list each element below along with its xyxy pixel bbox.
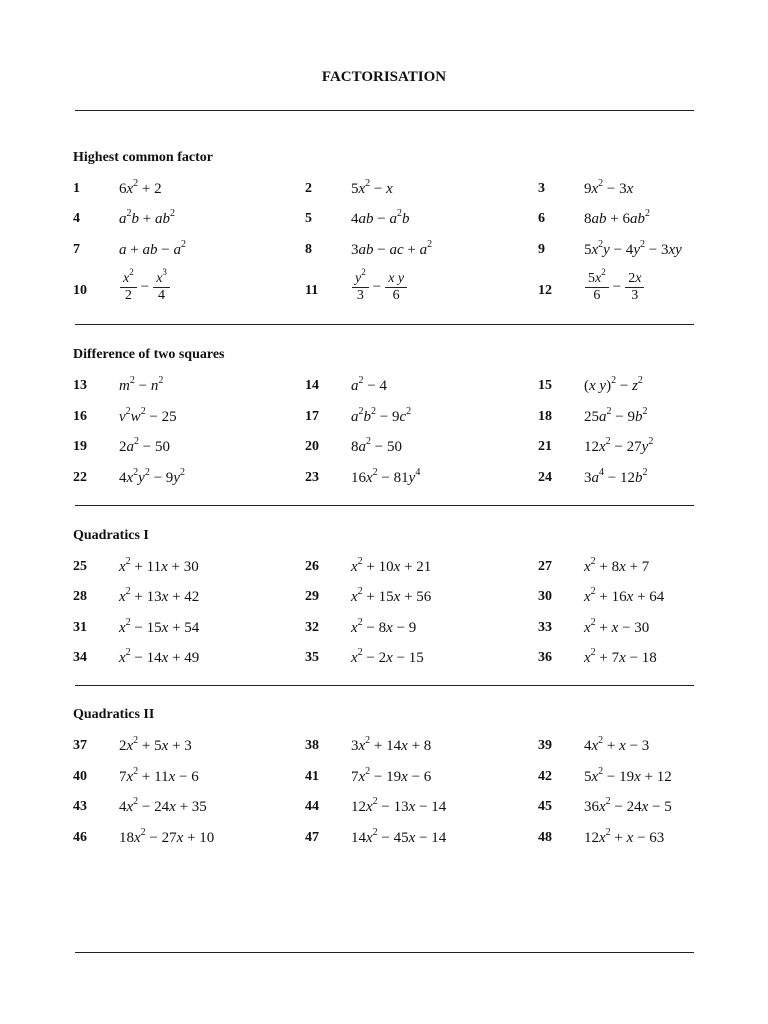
problem-row [73, 468, 693, 498]
divider-line [75, 505, 694, 506]
problem-number: 45 [538, 799, 552, 814]
problem-number: 36 [538, 650, 552, 665]
problem-expression: $4x^2 - 24x + 35$ [119, 796, 207, 815]
problem-expression: $4x^2y^2 - 9y^2$ [119, 467, 185, 486]
problem-number: 37 [73, 738, 87, 753]
problem-expression: $x^2 + 8x + 7$ [584, 556, 650, 575]
problem-number: 21 [538, 439, 552, 454]
problem-expression: $x^2 + 15x + 56$ [351, 586, 432, 605]
problem-number: 3 [538, 181, 545, 196]
problem-row [73, 587, 693, 617]
divider-line [75, 324, 694, 325]
problem-expression: $x^2 + 11x + 30$ [119, 556, 199, 575]
problem-number: 11 [305, 283, 319, 298]
problem-number: 26 [305, 559, 319, 574]
problem-expression: $a^2 - 4$ [351, 375, 387, 394]
problem-expression: $x^2 - 8x - 9$ [351, 617, 417, 636]
problem-number: 12 [538, 283, 552, 298]
problem-expression: $m^2 - n^2$ [119, 375, 164, 394]
problem-number: 6 [538, 211, 545, 226]
problem-number: 44 [305, 799, 319, 814]
problem-number: 32 [305, 620, 319, 635]
problem-expression: $a^2b^2 - 9c^2$ [351, 406, 412, 425]
problem-number: 42 [538, 769, 552, 784]
problem-number: 47 [305, 830, 319, 845]
problem-number: 31 [73, 620, 87, 635]
problem-number: 4 [73, 211, 80, 226]
problem-number: 18 [538, 409, 552, 424]
problem-number: 27 [538, 559, 552, 574]
divider-line [75, 110, 694, 111]
problem-expression: $12x^2 - 27y^2$ [584, 436, 654, 455]
problem-expression: $12x^2 + x - 63$ [584, 827, 665, 846]
problem-number: 41 [305, 769, 319, 784]
problem-number: 17 [305, 409, 319, 424]
problem-expression: $6x^2 + 2$ [119, 178, 162, 197]
problem-expression: $5x^2y - 4y^2 - 3xy$ [584, 239, 682, 258]
problem-number: 46 [73, 830, 87, 845]
problem-number: 8 [305, 242, 312, 257]
problem-number: 34 [73, 650, 87, 665]
problem-number: 1 [73, 181, 80, 196]
page-title: FACTORISATION [321, 69, 447, 85]
problem-number: 16 [73, 409, 87, 424]
problem-expression: $x^2 - 15x + 54$ [119, 617, 200, 636]
problem-number: 22 [73, 470, 87, 485]
problem-row [73, 828, 693, 858]
problem-expression: $\frac{x^2}{2}$ − $\frac{x^3}{4}$ [119, 271, 171, 304]
problem-row [73, 179, 693, 209]
problem-expression: $\frac{5x^2}{6}$ − $\frac{2x}{3}$ [584, 271, 645, 304]
problem-number: 29 [305, 589, 319, 604]
problem-expression: $x^2 + 13x + 42$ [119, 586, 200, 605]
problem-row [73, 407, 693, 437]
divider-line [75, 952, 694, 953]
problem-number: 28 [73, 589, 87, 604]
section-title-difference-of-squares: Difference of two squares [73, 347, 225, 362]
problem-row [73, 648, 693, 678]
problem-expression: $x^2 - 2x - 15$ [351, 647, 424, 666]
problem-row [73, 240, 693, 270]
problem-number: 5 [305, 211, 312, 226]
problem-expression: $3a^4 - 12b^2$ [584, 467, 648, 486]
problem-expression: $\frac{y^2}{3}$ − $\frac{\text{x y}}{6}$ [351, 271, 408, 304]
section-title-quadratics-1: Quadratics I [73, 528, 149, 543]
section-title-hcf: Highest common factor [73, 150, 213, 165]
problem-expression: $x^2 - 14x + 49$ [119, 647, 200, 666]
section-title-quadratics-2: Quadratics II [73, 707, 155, 722]
problem-expression: $7x^2 + 11x - 6$ [119, 766, 199, 785]
problem-expression: $25a^2 - 9b^2$ [584, 406, 648, 425]
problem-expression: $36x^2 - 24x - 5$ [584, 796, 672, 815]
problem-expression: $x^2 + 7x - 18$ [584, 647, 657, 666]
problem-expression: $8a^2 - 50$ [351, 436, 402, 455]
problem-expression: $4x^2 + x - 3$ [584, 735, 650, 754]
problem-number: 23 [305, 470, 319, 485]
problem-expression: $7x^2 - 19x - 6$ [351, 766, 432, 785]
problem-number: 9 [538, 242, 545, 257]
problem-number: 20 [305, 439, 319, 454]
problem-expression: $2x^2 + 5x + 3$ [119, 735, 192, 754]
problem-expression: $2a^2 - 50$ [119, 436, 170, 455]
problem-number: 2 [305, 181, 312, 196]
problem-expression: $x^2 + x - 30$ [584, 617, 650, 636]
divider-line [75, 685, 694, 686]
problem-number: 39 [538, 738, 552, 753]
problem-expression: $5x^2 - x$ [351, 178, 393, 197]
problem-row [73, 736, 693, 766]
problem-expression: $16x^2 - 81y^4$ [351, 467, 421, 486]
problem-row [73, 209, 693, 239]
problem-number: 14 [305, 378, 319, 393]
problem-row [73, 557, 693, 587]
problem-number: 7 [73, 242, 80, 257]
problem-number: 10 [73, 283, 87, 298]
problem-row [73, 797, 693, 827]
problem-expression: (x $y)^2 - z^2$ [584, 375, 643, 394]
problem-expression: a + ab − $a^2$ [119, 239, 186, 258]
problem-number: 33 [538, 620, 552, 635]
problem-expression: $18x^2 - 27x + 10$ [119, 827, 215, 846]
problem-expression: $a^2b + ab^2$ [119, 208, 175, 227]
problem-number: 30 [538, 589, 552, 604]
problem-expression: $x^2 + 16x + 64$ [584, 586, 665, 605]
problem-number: 43 [73, 799, 87, 814]
problem-row [73, 618, 693, 648]
problem-row [73, 267, 693, 311]
problem-number: 38 [305, 738, 319, 753]
problem-expression: $5x^2 - 19x + 12$ [584, 766, 672, 785]
problem-expression: $8ab + 6ab^2$ [584, 208, 650, 227]
problem-number: 35 [305, 650, 319, 665]
problem-number: 25 [73, 559, 87, 574]
problem-number: 19 [73, 439, 87, 454]
problem-expression: $x^2 + 10x + 21$ [351, 556, 432, 575]
problem-row [73, 437, 693, 467]
problem-expression: 3ab − ac + $a^2$ [351, 239, 433, 258]
problem-number: 40 [73, 769, 87, 784]
problem-number: 48 [538, 830, 552, 845]
problem-expression: $4ab - a^2b$ [351, 208, 410, 227]
problem-expression: $3x^2 + 14x + 8$ [351, 735, 432, 754]
problem-expression: $9x^2 - 3x$ [584, 178, 634, 197]
problem-number: 24 [538, 470, 552, 485]
problem-number: 15 [538, 378, 552, 393]
problem-row [73, 376, 693, 406]
problem-number: 13 [73, 378, 87, 393]
problem-expression: $v^2w^2 - 25$ [119, 406, 177, 425]
problem-expression: $12x^2 - 13x - 14$ [351, 796, 447, 815]
problem-row [73, 767, 693, 797]
problem-expression: $14x^2 - 45x - 14$ [351, 827, 447, 846]
